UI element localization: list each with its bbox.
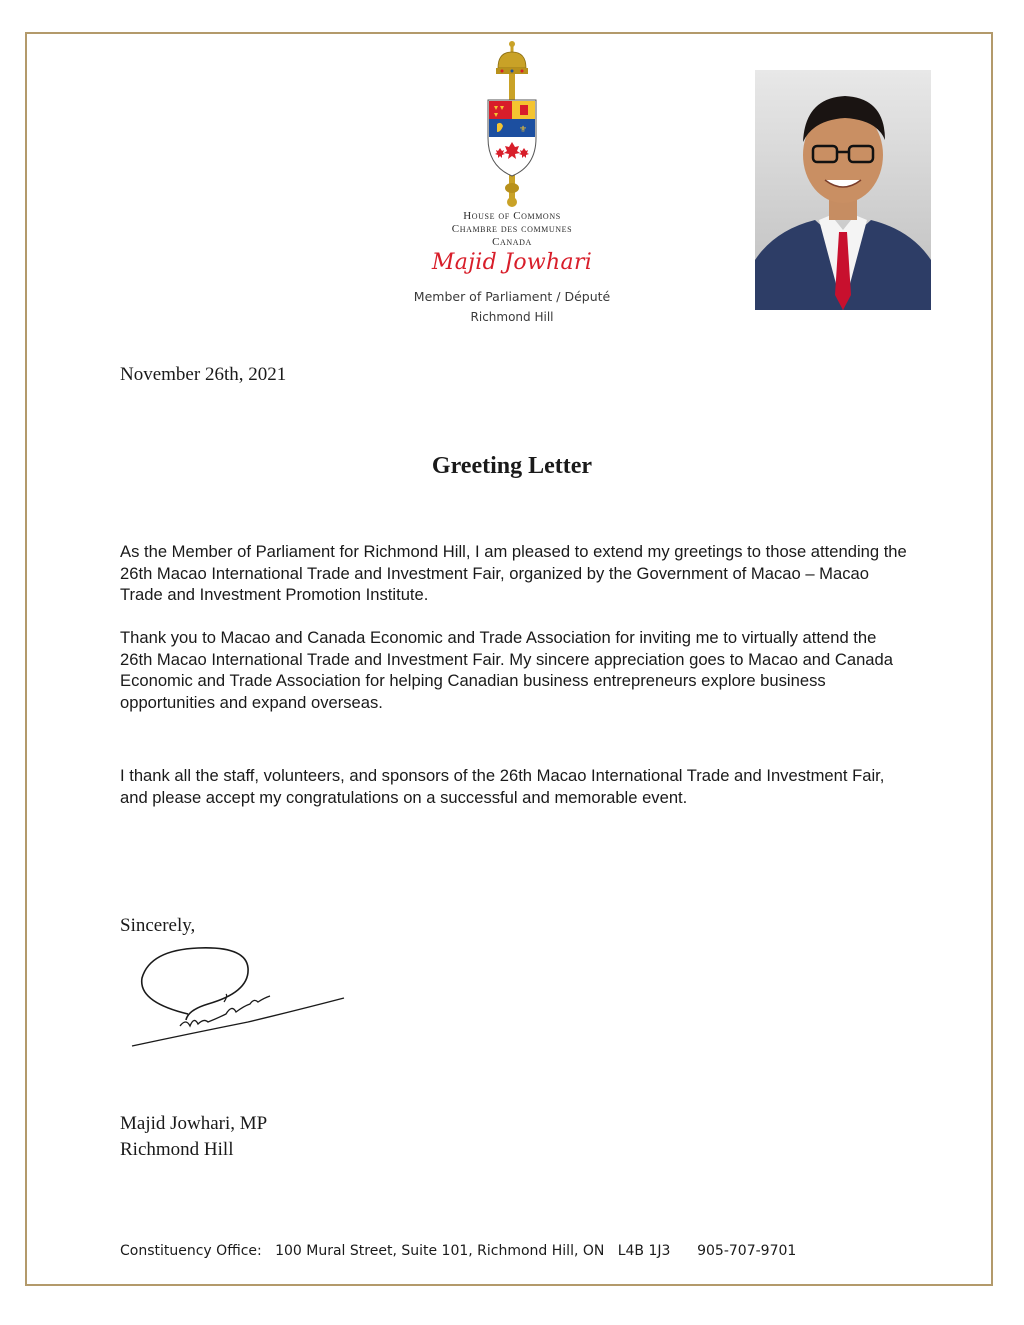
house-of-commons-crest-icon xyxy=(478,38,546,210)
body-paragraph-3: I thank all the staff, volunteers, and sponsors of the 26th Macao International Trade and Investment Fair, and please accept my congratulations on a successful and memorable event. xyxy=(120,766,885,807)
mp-name-script: Majid Jowhari xyxy=(431,250,593,275)
constituency-office-footer: Constituency Office: 100 Mural Street, Suite 101, Richmond Hill, ON L4B 1J3 905-707-9701 xyxy=(120,1243,797,1259)
signatory-riding: Richmond Hill xyxy=(120,1139,234,1160)
signatory-name: Majid Jowhari, MP xyxy=(120,1113,268,1134)
letter-date: November 26th, 2021 xyxy=(120,364,287,385)
house-line-english: House of Commons xyxy=(463,210,561,222)
mp-riding: Richmond Hill xyxy=(470,310,554,324)
house-line-country: Canada xyxy=(492,236,532,248)
house-line-french: Chambre des communes xyxy=(451,223,573,235)
body-paragraph-2: Thank you to Macao and Canada Economic and Trade Association for inviting me to virtually attend the 26th Macao International Trade and Investment Fair. My sincere appreciation goes to Macao and Canada Economic and Trade Association for helping Canadian business entrepreneurs explore business opportunities and expand overseas. xyxy=(120,628,893,712)
body-paragraph-1: As the Member of Parliament for Richmond Hill, I am pleased to extend my greetings to those attending the 26th Macao International Trade and Investment Fair, organized by the Government of Macao – Macao Trade and Investment Promotion Institute. xyxy=(120,542,907,604)
house-of-commons-wordmark xyxy=(412,210,612,249)
portrait-illustration xyxy=(755,70,931,310)
signatory-block xyxy=(120,1111,267,1163)
mp-role: Member of Parliament / Député xyxy=(413,289,611,304)
handwritten-signature-icon xyxy=(128,942,350,1052)
closing-salutation: Sincerely, xyxy=(120,915,196,936)
mp-portrait-photo xyxy=(755,70,931,310)
svg-text:⚜: ⚜ xyxy=(518,125,528,135)
letter-title: Greeting Letter xyxy=(431,453,593,479)
